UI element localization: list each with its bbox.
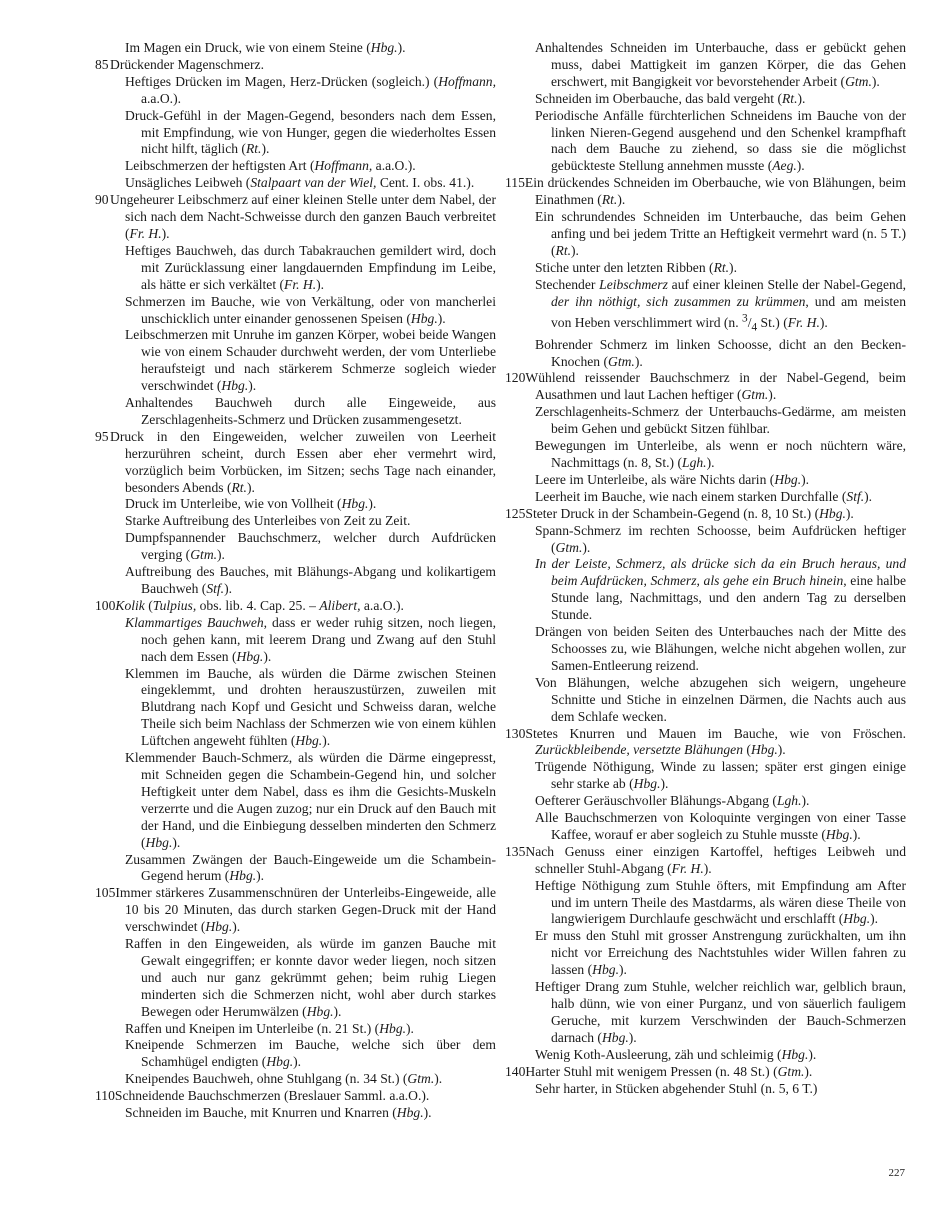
entry-text: Dumpfspannender Bauchschmerz, welcher durch Aufdrücken verging (Gtm.).: [125, 530, 496, 563]
symptom-entry: [110, 750, 496, 851]
symptom-entry: [110, 243, 496, 294]
symptom-entry: [520, 337, 906, 371]
entry-text: Ein schrundendes Schneiden im Unterbauche, das beim Gehen anfing und bei jedem Tritte an Heftigkeit vermehrt ward (n. 5 T.) (Rt.).: [535, 209, 906, 258]
symptom-entry-numbered: 85Drückender Magenschmerz.: [95, 56, 264, 72]
entry-text: Druck in den Eingeweiden, welcher zuweilen von Leerheit herzurühren scheint, durch Essen aber eher vermehrt wird, vorzüglich beim Vorbücken, im Sitzen; sechs Tage nach einander, besonders Abends (Rt.).: [110, 428, 496, 495]
entry-text: Kneipende Schmerzen im Bauche, welche sich über dem Schamhügel endigten (Hbg.).: [125, 1037, 496, 1070]
symptom-entry: [520, 979, 906, 1047]
entry-text: In der Leiste, Schmerz, als drücke sich da ein Bruch heraus, und beim Aufdrücken, Schmerz, als gehe ein Bruch hinein, eine halbe Stunde lang, Nachmittags, und den andern Tag zu derselben Stunde.: [535, 556, 906, 623]
entry-text: Spann-Schmerz im rechten Schoosse, beim Aufdrücken heftiger (Gtm.).: [535, 522, 906, 555]
entry-text: Ein drückendes Schneiden im Oberbauche, wie von Blähungen, beim Einathmen (Rt.).: [524, 175, 906, 208]
symptom-entry: [110, 1105, 496, 1122]
entry-text: Klammartiges Bauchweh, dass er weder ruhig sitzen, noch liegen, noch gehen kann, mit leerem Drang und Zwang auf den Stuhl nach dem Essen (Hbg.).: [125, 614, 496, 664]
symptom-entry: [520, 489, 906, 506]
symptom-entry-numbered: [505, 1063, 906, 1081]
symptom-entry: [110, 1071, 496, 1088]
entry-text: Alle Bauchschmerzen von Koloquinte vergingen von einer Tasse Kaffee, worauf er aber sogleich zu Stuhle musste (Hbg.).: [535, 810, 906, 842]
entry-number: 105: [95, 885, 116, 901]
entry-number: 130: [505, 725, 526, 741]
symptom-entry-numbered: [505, 725, 906, 760]
symptom-entry: [110, 936, 496, 1021]
entry-text: Heftiges Bauchweh, das durch Tabakrauchen gemildert wird, doch mit Zurücklassung einer langdauernden Empfindung im Leibe, als hätte er sich verkältet (Fr. H.).: [125, 242, 496, 292]
entry-number: 125: [505, 505, 526, 521]
entry-text: Periodische Anfälle fürchterlichen Schneidens im Bauche von der linken Nieren-Gegend ausgehend und den Schenkel krampfhaft nach dem Bauche zu ziehend, so dass sie die möglichst gebückteste Stellung annehmen musste (Aeg.).: [535, 107, 906, 174]
symptom-entry: [520, 1047, 906, 1064]
symptom-entry-numbered: 90Ungeheurer Leibschmerz auf einer kleinen Stelle unter dem Nabel, der sich nach dem Nacht-Schweisse durch den ganzen Bauch verbreitet (Fr. H.).: [95, 192, 496, 241]
entry-text: Bohrender Schmerz im linken Schoosse, dicht an den Becken-Knochen (Gtm.).: [535, 336, 906, 369]
entry-text: Wenig Koth-Ausleerung, zäh und schleimig (Hbg.).: [535, 1046, 817, 1062]
symptom-entry-numbered: [95, 885, 496, 936]
entry-text: Schneidende Bauchschmerzen (Breslauer Samml. a.a.O.).: [114, 1088, 430, 1104]
symptom-entry: [110, 496, 496, 513]
entry-text: Kneipendes Bauchweh, ohne Stuhlgang (n. 34 St.) (Gtm.).: [125, 1071, 443, 1087]
symptom-entry: [110, 513, 496, 530]
entry-text: Schmerzen im Bauche, wie von Verkältung, oder von mancherlei unschicklich unter einander genossenen Speisen (Hbg.).: [125, 293, 496, 326]
symptom-entry: [520, 523, 906, 557]
symptom-entry: [520, 1081, 906, 1098]
entry-text: Im Magen ein Druck, wie von einem Steine (Hbg.).: [125, 40, 406, 55]
symptom-entry: [110, 666, 496, 751]
entry-text: Schneiden im Bauche, mit Knurren und Knarren (Hbg.).: [125, 1105, 432, 1121]
entry-number: 110: [95, 1088, 115, 1104]
entry-text: Trügende Nöthigung, Winde zu lassen; später erst gingen einige sehr starke ab (Hbg.).: [535, 759, 906, 792]
symptom-entry: [110, 108, 496, 159]
symptom-entry: [520, 759, 906, 793]
symptom-entry: [110, 294, 496, 328]
symptom-entry: [110, 327, 496, 395]
entry-text: Klemmender Bauch-Schmerz, als würden die Därme eingepresst, mit Schneiden gegen die Schambein-Gegend hin, und solcher Heftigkeit unter dem Nabel, dass es ihm die Gesichts-Muskeln verzerrte und die Augen zuzog; nur ein Druck auf den Bauch mit der Hand, und die Einbiegung desselben minderten den Schmerz (Hbg.).: [125, 750, 496, 850]
symptom-entry: [110, 615, 496, 666]
entry-text: Stechender Leibschmerz auf einer kleinen Stelle der Nabel-Gegend, der ihn nöthigt, sich zusammen zu krümmen, und am meisten von Heben verschlimmert wird (n. $^3/_4$ St.) (Fr. H.).: [535, 276, 906, 334]
left-column: [95, 40, 496, 1122]
symptom-entry-numbered: [95, 1088, 496, 1105]
symptom-entry: [520, 624, 906, 675]
symptom-entry-numbered: 95Druck in den Eingeweiden, welcher zuweilen von Leerheit herzurühren scheint, durch Essen aber eher vermehrt wird, vorzüglich beim Vorbücken, im Sitzen; sechs Tage nach einander, besonders Abends (Rt.).: [95, 428, 496, 495]
symptom-entry: [110, 158, 496, 175]
symptom-entry: [110, 395, 496, 429]
entry-number: 115: [505, 175, 525, 191]
symptom-entry: [520, 810, 906, 844]
symptom-entry: [520, 260, 906, 277]
entry-number: 135: [505, 843, 526, 859]
page-number: 227: [888, 1167, 905, 1179]
entry-text: Druck-Gefühl in der Magen-Gegend, besonders nach dem Essen, mit Empfindung, wie von Hunger, gegen die wiederholtes Essen nicht hilft, täglich (Rt.).: [125, 107, 496, 157]
entry-text: Leibschmerzen der heftigsten Art (Hoffmann, a.a.O.).: [125, 158, 416, 174]
symptom-entry-numbered: [95, 597, 496, 615]
entry-text: Drückender Magenschmerz.: [110, 56, 264, 72]
symptom-entry: [520, 108, 906, 176]
symptom-entry: [520, 277, 906, 337]
entry-text: Kolik (Tulpius, obs. lib. 4. Cap. 25. – Alibert, a.a.O.).: [115, 597, 404, 613]
entry-text: Unsägliches Leibweh (Stalpaart van der Wiel, Cent. I. obs. 41.).: [125, 175, 475, 191]
symptom-entry: [110, 40, 496, 57]
symptom-entry: [520, 472, 906, 489]
symptom-entry-numbered: [505, 175, 906, 209]
entry-text: Von Blähungen, welche abzugehen sich weigern, ungeheure Schnitte und Stiche in einzelnen Därmen, die Nachts auch aus dem Schlafe wecken.: [535, 674, 906, 724]
entry-text: Heftiges Drücken im Magen, Herz-Drücken (sogleich.) (Hoffmann, a.a.O.).: [125, 73, 496, 106]
entry-text: Anhaltendes Schneiden im Unterbauche, dass er gebückt gehen muss, dabei Mattigkeit im ganzen Körper, die das Gehen erschwert, mit Bangigkeit vor bevorstehender Arbeit (Gtm.).: [535, 40, 906, 89]
entry-text: Er muss den Stuhl mit grosser Anstrengung zurückhalten, um ihn nicht vor Erreichung des Nachtstuhles wider Willen fahren zu lassen (Hbg.).: [535, 928, 906, 978]
symptom-entry: [110, 530, 496, 564]
entry-number: 100: [95, 597, 116, 613]
entry-text: Heftige Nöthigung zum Stuhle öfters, mit Empfindung am After und im untern Theile des Mastdarms, als wären diese Theile von langwierigem Durchlaufe geschwächt und erschlafft (Hbg.).: [535, 877, 906, 927]
symptom-entry: [520, 91, 906, 108]
entry-text: Leerheit im Bauche, wie nach einem starken Durchfalle (Stf.).: [535, 488, 873, 504]
symptom-entry: [520, 793, 906, 810]
symptom-entry: [520, 404, 906, 438]
entry-text: Stiche unter den letzten Ribben (Rt.).: [535, 259, 737, 275]
symptom-entry: [520, 878, 906, 929]
entry-text: Wühlend reissender Bauchschmerz in der Nabel-Gegend, beim Ausathmen und laut Lachen heftiger (Gtm.).: [525, 370, 906, 403]
entry-text: Auftreibung des Bauches, mit Blähungs-Abgang und kolikartigem Bauchweh (Stf.).: [125, 564, 496, 596]
entry-text: Steter Druck in der Schambein-Gegend (n. 8, 10 St.) (Hbg.).: [525, 505, 854, 521]
entry-text: Nach Genuss einer einzigen Kartoffel, heftiges Leibweh und schneller Stuhl-Abgang (Fr. H.).: [525, 843, 906, 876]
entry-text: Klemmen im Bauche, als würden die Därme zwischen Steinen eingeklemmt, und drohten herauszustürzen, zuweilen mit Blutdrang nach Kopf und Gesicht und Schweiss daran, welche Theile sich beim Nachlass der Schmerzen wie von einem kühlen Lüftchen angeweht fühlten (Hbg.).: [125, 665, 496, 749]
entry-text: Raffen und Kneipen im Unterleibe (n. 21 St.) (Hbg.).: [125, 1020, 414, 1036]
entry-number: 120: [505, 370, 526, 386]
entry-text: Druck im Unterleibe, wie von Vollheit (Hbg.).: [125, 496, 377, 512]
symptom-entry-numbered: [505, 505, 906, 523]
entry-number: 140: [505, 1063, 526, 1079]
entry-text: Ungeheurer Leibschmerz auf einer kleinen Stelle unter dem Nabel, der sich nach dem Nacht-Schweisse durch den ganzen Bauch verbreitet (Fr. H.).: [110, 192, 496, 241]
entry-text: Harter Stuhl mit wenigem Pressen (n. 48 St.) (Gtm.).: [525, 1063, 813, 1079]
entry-text: Schneiden im Oberbauche, das bald vergeht (Rt.).: [535, 90, 806, 106]
entry-text: Oefterer Geräuschvoller Blähungs-Abgang (Lgh.).: [535, 793, 810, 809]
entry-text: Bewegungen im Unterleibe, als wenn er noch nüchtern wäre, Nachmittags (n. 8, St.) (Lgh.).: [535, 438, 906, 470]
symptom-entry: [520, 556, 906, 624]
entry-text: Anhaltendes Bauchweh durch alle Eingeweide, aus Zerschlagenheits-Schmerz und Drücken zusammengesetzt.: [125, 395, 496, 427]
entry-text: Starke Auftreibung des Unterleibes von Zeit zu Zeit.: [125, 513, 411, 529]
symptom-entry-numbered: [505, 370, 906, 404]
entry-text: Leibschmerzen mit Unruhe im ganzen Körper, wobei beide Wangen wie von einem Schauder durchweht werden, der vom Unterliebe heraufsteigt und nach stärkerem Schmerze sogleich wieder verschwindet (Hbg.).: [125, 327, 496, 394]
entry-text: Zerschlagenheits-Schmerz der Unterbauchs-Gedärme, am meisten beim Gehen und gebückt Sitzen fühlbar.: [535, 404, 906, 437]
symptom-entry: [110, 74, 496, 108]
symptom-entry: [110, 852, 496, 886]
symptom-entry-numbered: [505, 843, 906, 878]
symptom-entry: [520, 209, 906, 260]
entry-text: Sehr harter, in Stücken abgehender Stuhl (n. 5, 6 T.): [535, 1080, 818, 1096]
right-column: [505, 40, 906, 1097]
entry-text: Raffen in den Eingeweiden, als würde im ganzen Bauche mit Gewalt eingegriffen; er konnte davor weder liegen, noch sitzen und auch nur ganz gekrümmt gehen; beim ruhig Liegen minderten sich die Schmerzen nicht, wohl aber durch starkes Bewegen oder Herumwälzen (Hbg.).: [125, 936, 496, 1019]
entry-text: Heftiger Drang zum Stuhle, welcher reichlich war, gelblich braun, halb dünn, wie von einer Purganz, und von säuerlich fauligem Geruche, mit kurzem Verschwinden der Bauch-Schmerzen darnach (Hbg.).: [535, 979, 906, 1045]
entry-text: Immer stärkeres Zusammenschnüren der Unterleibs-Eingeweide, alle 10 bis 20 Minuten, das durch starken Gegen-Druck mit der Hand verschwindet (Hbg.).: [115, 885, 496, 935]
entry-text: Drängen von beiden Seiten des Unterbauches nach der Mitte des Schoosses zu, wie Blähungen, welche nicht abgehen wollen, zur Samen-Entleerung reizend.: [535, 624, 906, 673]
symptom-entry: [520, 675, 906, 726]
symptom-entry: [110, 175, 496, 192]
symptom-entry: [520, 40, 906, 91]
entry-text: Stetes Knurren und Mauen im Bauche, wie von Fröschen. Zurückbleibende, versetzte Blähungen (Hbg.).: [525, 725, 906, 758]
symptom-entry: [110, 1021, 496, 1038]
symptom-entry: [110, 564, 496, 598]
symptom-entry: [520, 438, 906, 472]
entry-text: Zusammen Zwängen der Bauch-Eingeweide um die Schambein-Gegend herum (Hbg.).: [125, 851, 496, 884]
symptom-entry: [520, 928, 906, 979]
entry-text: Leere im Unterleibe, als wäre Nichts darin (Hbg.).: [535, 471, 810, 487]
symptom-entry: [110, 1037, 496, 1071]
